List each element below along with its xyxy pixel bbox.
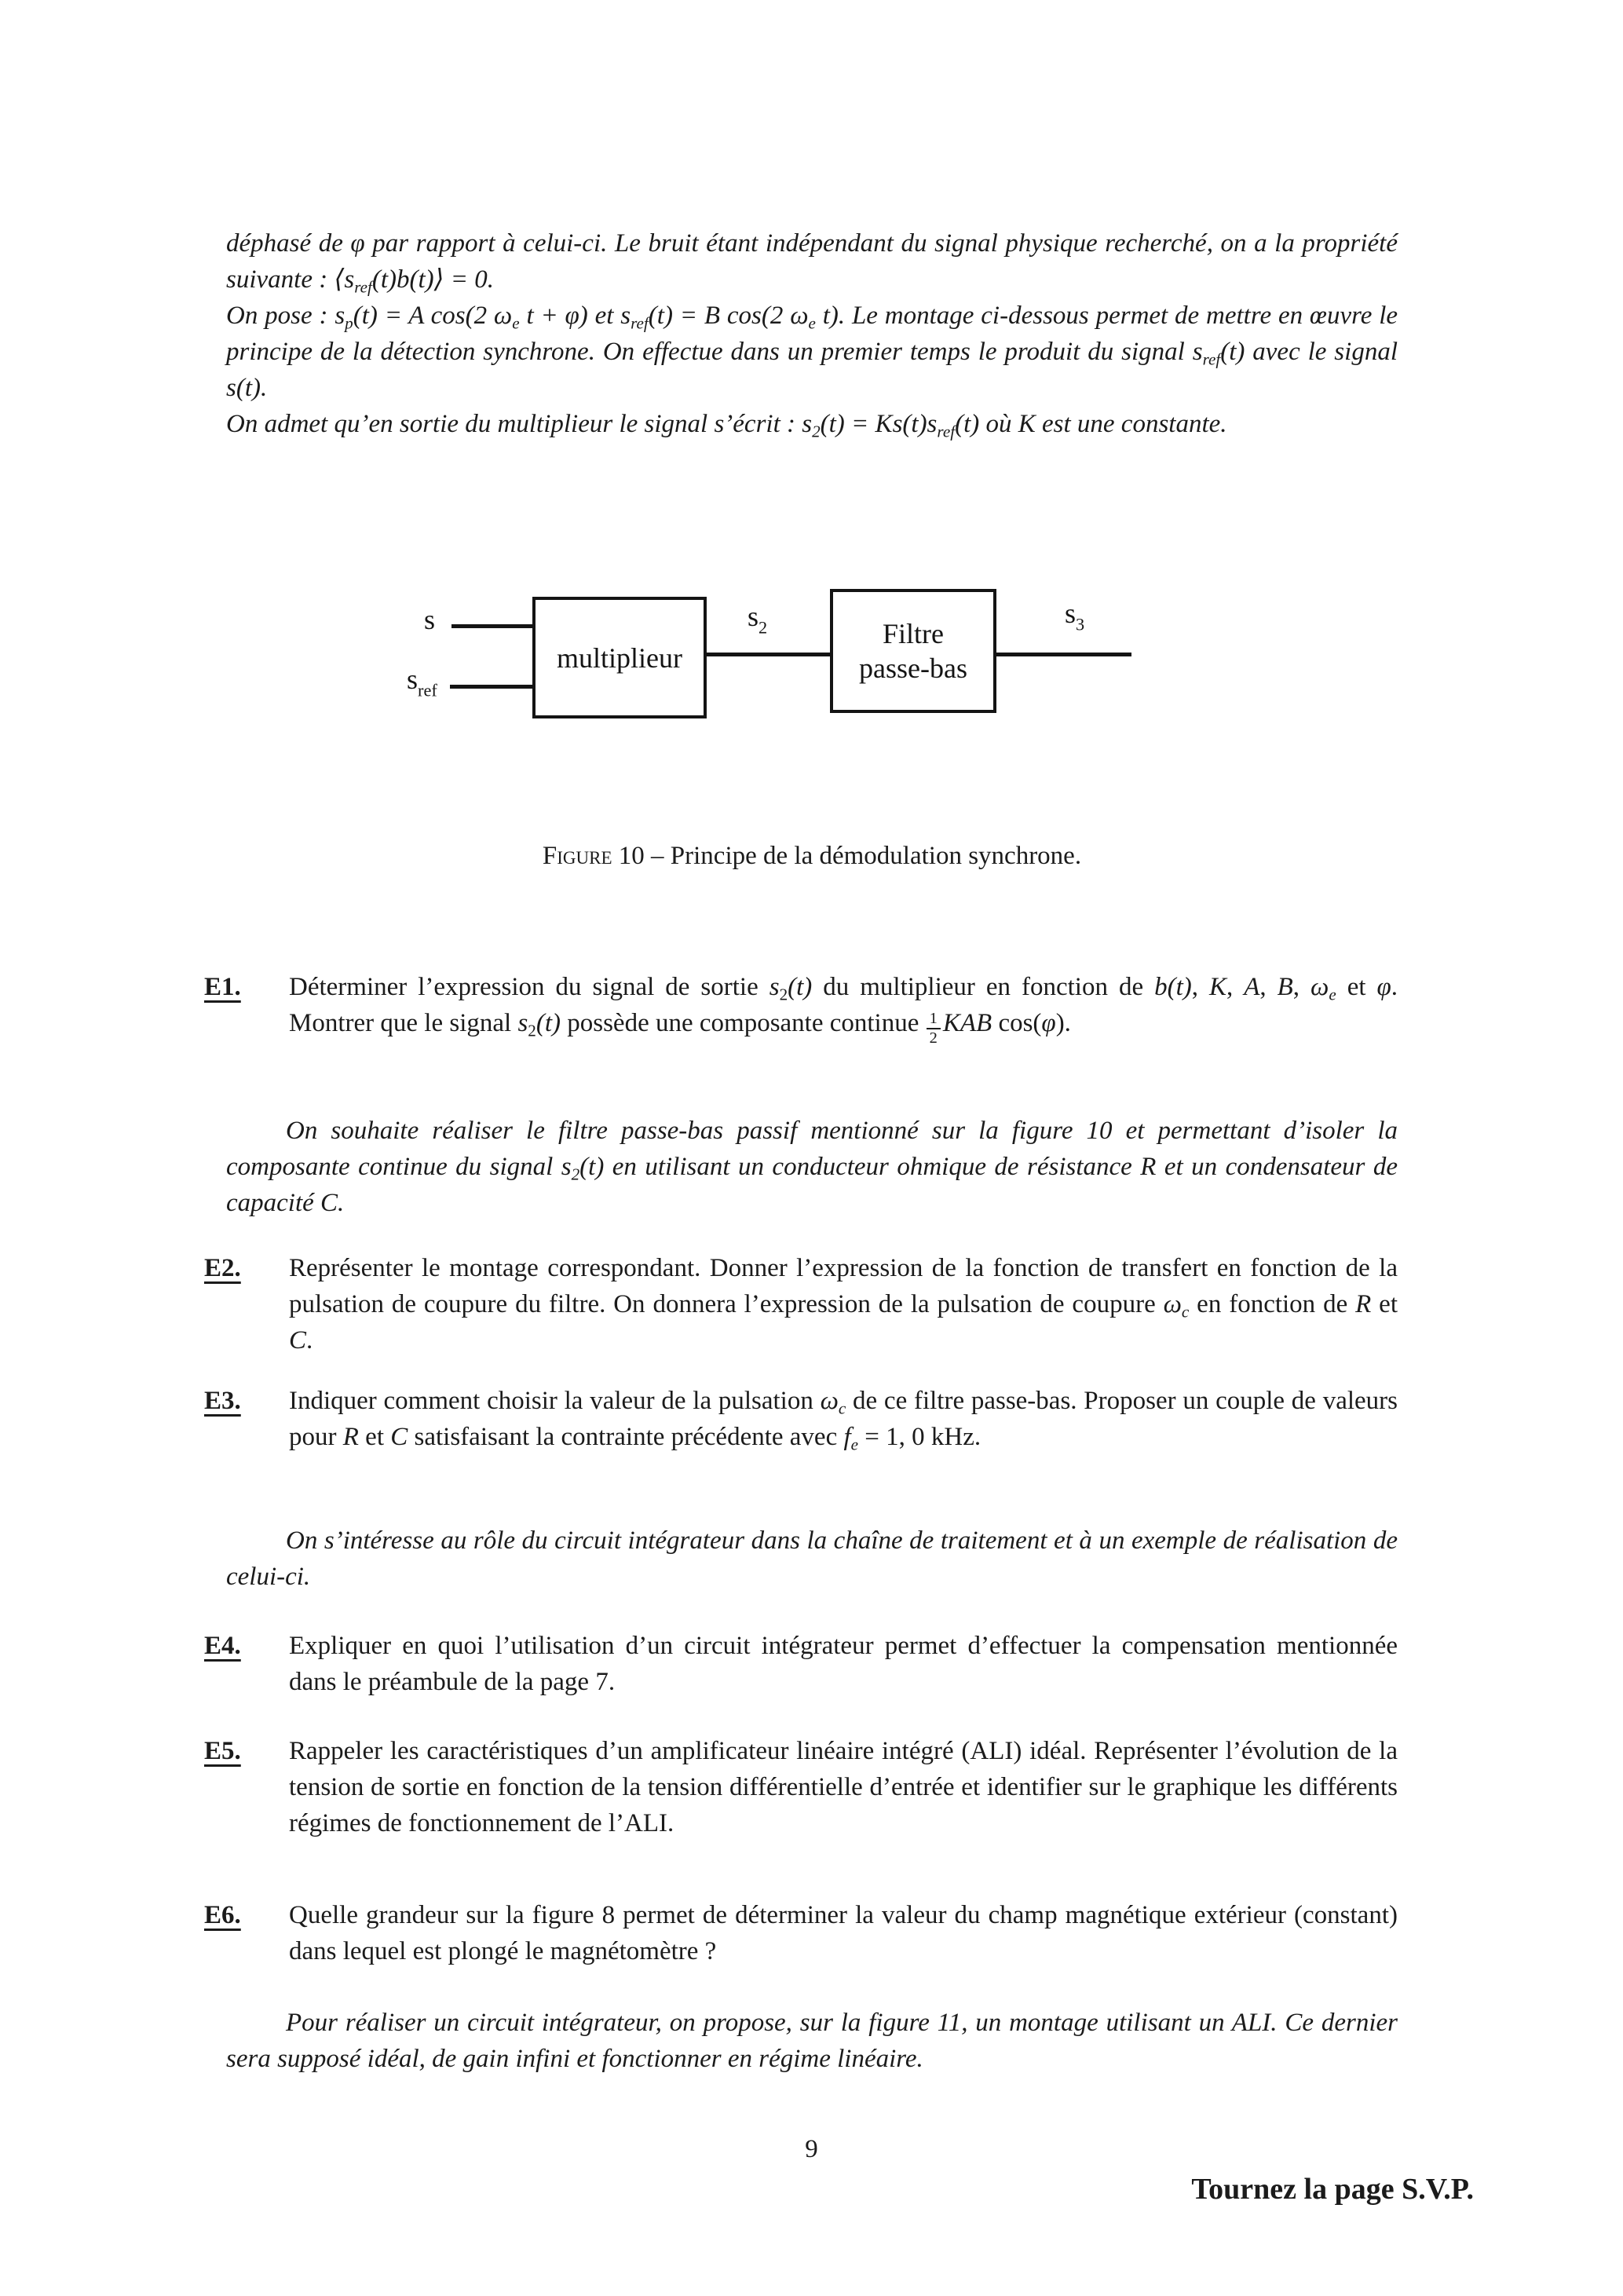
question-e2-label: E2. (204, 1254, 241, 1282)
intermediate-paragraph-1: On souhaite réaliser le filtre passe-bas passif mentionné sur la figure 10 et permettant d’isoler la composante continue du signal s2(t) en utilisant un conducteur ohmique de résistance R et un condensateur de capacité C. (226, 1117, 1398, 1217)
wire-middle (707, 653, 830, 656)
question-e4 (204, 1628, 1398, 1700)
question-e3 (204, 1383, 1398, 1455)
signal-s-label: s (424, 604, 436, 635)
question-e4-label: E4. (204, 1632, 241, 1660)
question-e1-label: E1. (204, 973, 241, 1001)
question-e6-body: Quelle grandeur sur la figure 8 permet de déterminer la valeur du champ magnétique extérieur (constant) dans lequel est plongé le magnétomètre ? (289, 1901, 1398, 1965)
question-e3-body: Indiquer comment choisir la valeur de la pulsation ωc de ce filtre passe-bas. Proposer un couple de valeurs pour R et C satisfaisant la contrainte précédente avec fe = 1, 0 kHz. (289, 1387, 1398, 1454)
filter-label-line2: passe-bas (859, 653, 967, 684)
signal-s2-label: $s_2$ (748, 601, 768, 638)
question-e1 (204, 969, 1398, 1047)
question-e1-body: Déterminer l’expression du signal de sortie s2(t) du multiplieur en fonction de b(t), K, A, B, ωe et φ. Montrer que le signal s2(t) possède une composante continue $\frac{1}{2}$ KAB cos(φ). (289, 973, 1398, 1047)
intermediate-paragraph-3: Pour réaliser un circuit intégrateur, on propose, sur la figure 11, un montage utilisant un ALI. Ce dernier sera supposé idéal, de gain infini et fonctionner en régime linéaire. (226, 2009, 1398, 2073)
question-e5-label: E5. (204, 1737, 241, 1765)
question-e4-body: Expliquer en quoi l’utilisation d’un circuit intégrateur permet d’effectuer la compensation mentionnée dans le préambule de la page 7. (289, 1632, 1398, 1696)
wire-input-top (451, 624, 533, 628)
wire-input-bottom (450, 685, 533, 689)
preamble-paragraph-1: déphasé de φ par rapport à celui-ci. Le bruit étant indépendant du signal physique recherché, on a la propriété suivante : ⟨sref(t)b(t)⟩ = 0. (226, 229, 1398, 297)
question-e2 (204, 1250, 1398, 1358)
question-e5-body: Rappeler les caractéristiques d’un amplificateur linéaire intégré (ALI) idéal. Représenter l’évolution de la tension de sortie en fonction de la tension différentielle d’entrée et identifier sur le graphique les différents régimes de fonctionnement de l’ALI. (289, 1737, 1398, 1837)
figure-caption: Figure 10 – Principe de la démodulation synchrone. (542, 842, 1082, 870)
page-number: 9 (805, 2135, 818, 2163)
wire-output (996, 653, 1131, 656)
multiplier-block (532, 597, 707, 718)
figure-10-diagram (393, 585, 1162, 742)
filter-label-line1: Filtre (883, 618, 944, 649)
signal-sref-label: $s_{ref}$ (407, 664, 437, 700)
question-e3-label: E3. (204, 1387, 241, 1415)
turn-page-notice: Tournez la page S.V.P. (1191, 2173, 1474, 2206)
question-e6-label: E6. (204, 1901, 241, 1929)
question-e2-body: Représenter le montage correspondant. Donner l’expression de la fonction de transfert en fonction de la pulsation de coupure du filtre. On donnera l’expression de la pulsation de coupure ωc en fonction de R et C. (289, 1254, 1398, 1355)
lowpass-filter-block (830, 589, 996, 713)
intermediate-paragraph-2: On s’intéresse au rôle du circuit intégrateur dans la chaîne de traitement et à un exemple de réalisation de celui-ci. (226, 1526, 1398, 1591)
preamble-paragraph-3: On admet qu’en sortie du multiplieur le signal s’écrit : s2(t) = Ks(t)sref(t) où K est une constante. (226, 410, 1227, 441)
preamble-paragraph-2: On pose : sp(t) = A cos(2 ωe t + φ) et sref(t) = B cos(2 ωe t). Le montage ci-dessous permet de mettre en œuvre le principe de la détection synchrone. On effectue dans un premier temps le produit du signal sref(t) avec le signal s(t). (226, 302, 1398, 402)
multiplier-label: multiplieur (557, 642, 682, 674)
signal-s3-label: $s_3$ (1065, 598, 1085, 634)
question-e5 (204, 1733, 1398, 1841)
question-e6 (204, 1897, 1398, 1969)
